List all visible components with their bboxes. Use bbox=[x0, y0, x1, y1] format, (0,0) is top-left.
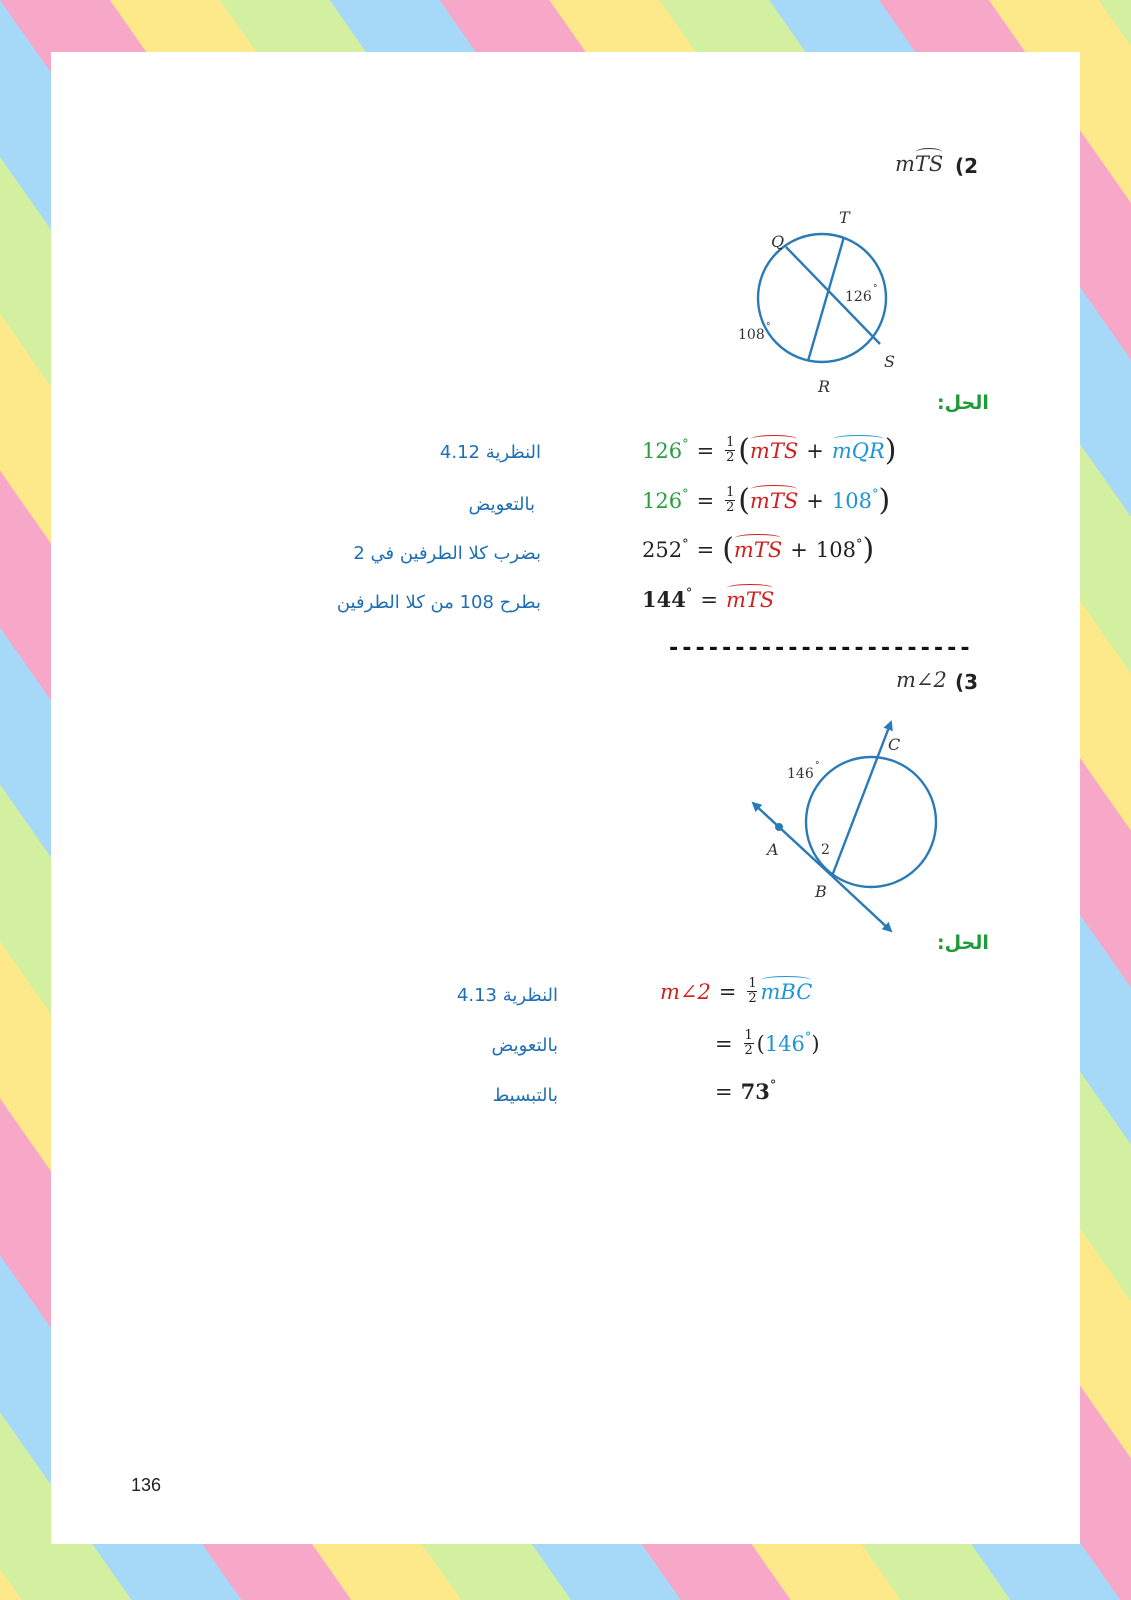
figure-circle-tangent bbox=[741, 712, 951, 952]
label-r: R bbox=[818, 377, 831, 396]
q2-step3-term1: mTS bbox=[733, 538, 783, 562]
q3-step2-rhs: 146 bbox=[764, 1031, 805, 1056]
arc-qr-value: 108 bbox=[738, 327, 765, 343]
label-q: Q bbox=[771, 232, 785, 251]
q3-step1-half: $\frac{1}{2}$ bbox=[748, 976, 757, 1006]
question-3-expression: m∠2 bbox=[896, 668, 947, 692]
angle-label: 2 bbox=[821, 842, 830, 858]
secant-line bbox=[832, 722, 891, 876]
arc-value: 146 bbox=[787, 766, 814, 782]
q2-step4-equation: 144 ° = mTS bbox=[642, 586, 775, 612]
q2-step2-term1: mTS bbox=[749, 488, 799, 513]
q2-step3-equation: 252 ° = ( mTS + 108 ° ) bbox=[642, 532, 875, 567]
page-number: 136 bbox=[131, 1475, 162, 1495]
section-separator: ----------------------- bbox=[667, 636, 972, 661]
tangent-ray-a bbox=[753, 803, 832, 876]
q2-expr-m: m bbox=[895, 152, 915, 176]
q2-step4-reason: بطرح 108 من كلا الطرفين bbox=[336, 592, 541, 613]
figure-circle-chords bbox=[719, 202, 939, 402]
q2-step2-equation: 126 ° = $\frac{1}{2}$ ( mTS + 108 ° ) bbox=[642, 482, 891, 518]
q2-step3-reason: بضرب كلا الطرفين في 2 bbox=[353, 543, 541, 564]
q3-step1-reason: النظرية 4.13 bbox=[456, 985, 558, 1006]
q3-solution-label: الحل: bbox=[937, 932, 989, 954]
q2-step4-term1: mTS bbox=[725, 587, 775, 612]
q3-step1-rhs: mBC bbox=[760, 979, 813, 1004]
q3-step2-half: $\frac{1}{2}$ bbox=[744, 1028, 753, 1058]
label-s: S bbox=[884, 352, 895, 371]
q2-step2-reason: بالتعويض bbox=[468, 494, 535, 515]
q3-step3-reason: بالتبسيط bbox=[492, 1085, 558, 1106]
tangent-ray-b bbox=[832, 876, 891, 931]
q2-step2-term2: 108 bbox=[831, 488, 872, 513]
point-a-dot bbox=[775, 823, 783, 831]
q2-step4-lhs: 144 bbox=[642, 587, 686, 612]
q2-step1-equation: 126 ° = $\frac{1}{2}$ ( mTS + mQR ) bbox=[642, 432, 897, 468]
page-sheet bbox=[51, 52, 1080, 1544]
q2-expr-arc: TS bbox=[914, 152, 944, 176]
q2-step1-term1: mTS bbox=[749, 438, 799, 463]
q3-step1-equation: m∠2 = $\frac{1}{2}$ mBC bbox=[660, 976, 813, 1006]
q3-step1-lhs: m∠2 bbox=[660, 979, 711, 1004]
label-a: A bbox=[767, 840, 779, 859]
question-3-number: (3 bbox=[955, 670, 979, 694]
q3-step2-reason: بالتعويض bbox=[491, 1035, 558, 1056]
arc-ts-degree: ° bbox=[873, 284, 878, 294]
question-2-expression bbox=[895, 152, 943, 176]
label-t: T bbox=[839, 208, 850, 227]
q2-step3-term2: 108 bbox=[815, 538, 856, 562]
q2-step3-lhs: 252 bbox=[642, 538, 683, 562]
q3-step3-rhs: 73 bbox=[740, 1079, 770, 1104]
arc-ts-value: 126 bbox=[845, 289, 872, 305]
q2-step2-half: $\frac{1}{2}$ bbox=[726, 485, 735, 515]
q3-step2-equation: = $\frac{1}{2}$ ( 146 ° ) bbox=[715, 1028, 820, 1058]
arc-qr-degree: ° bbox=[766, 322, 771, 332]
q2-step1-term2: mQR bbox=[831, 438, 885, 463]
label-c: C bbox=[888, 735, 901, 754]
q2-step1-reason: النظرية 4.12 bbox=[439, 442, 541, 463]
q2-step2-lhs: 126 bbox=[642, 488, 683, 513]
q2-step1-half: $\frac{1}{2}$ bbox=[726, 435, 735, 465]
q2-solution-label: الحل: bbox=[937, 392, 989, 414]
q3-step3-equation: = 73 ° bbox=[715, 1078, 777, 1104]
arc-degree: ° bbox=[815, 761, 820, 771]
chord-tr bbox=[808, 237, 844, 361]
question-2-number: (2 bbox=[955, 154, 979, 178]
label-b: B bbox=[815, 882, 827, 901]
q2-step1-lhs: 126 bbox=[642, 438, 683, 463]
